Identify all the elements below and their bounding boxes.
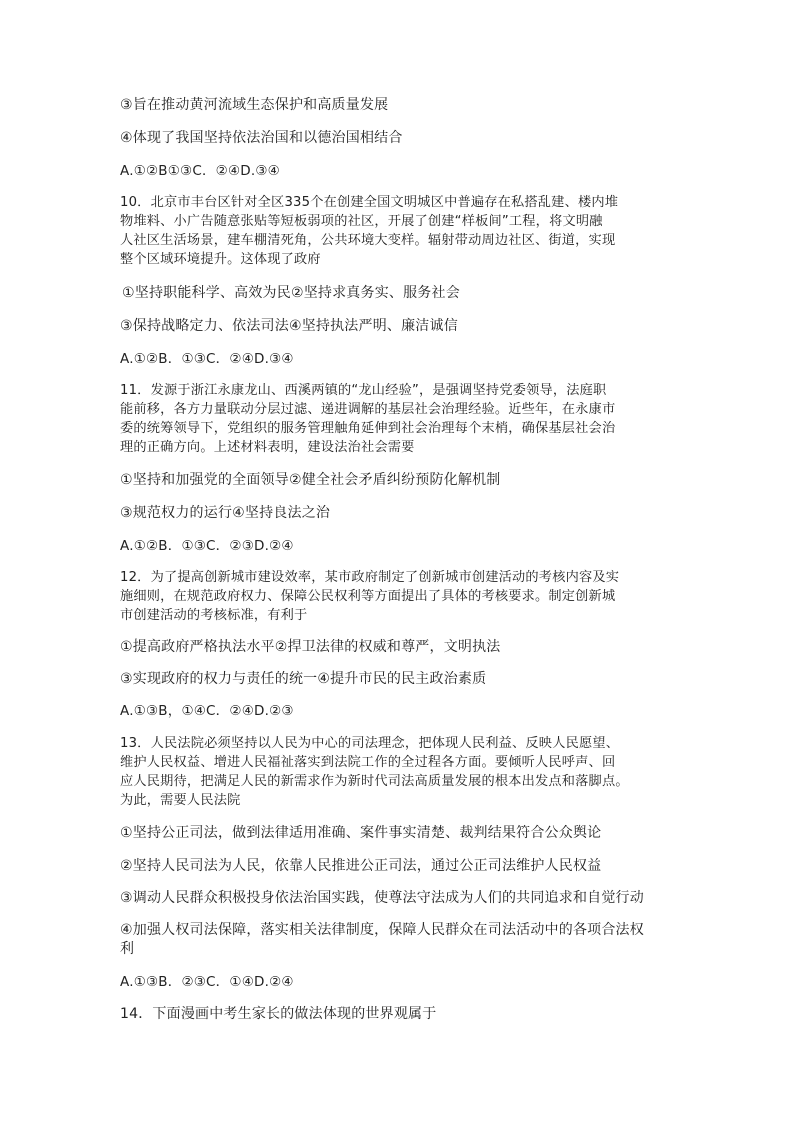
q13-option-1: ①坚持公正司法，做到法律适用准确、案件事实清楚、裁判结果符合公众舆论	[120, 825, 602, 841]
q12-stem-line-3: 市创建活动的考核标准，有利于	[120, 608, 308, 623]
q9-option-3: ③旨在推动黄河流域生态保护和高质量发展	[120, 97, 389, 113]
q13-stem-line-3: 应人民期待，把满足人民的新需求作为新时代司法高质量发展的根本出发点和落脚点。	[120, 774, 629, 789]
q11-answer-choices: A.①②B．①③C．②③D.②④	[120, 538, 294, 554]
q11-options-1-2: ①坚持和加强党的全面领导②健全社会矛盾纠纷预防化解机制	[120, 472, 501, 488]
q10-options-3-4: ③保持战略定力、依法司法④坚持执法严明、廉洁诚信	[120, 318, 458, 334]
q13-option-4-line-2: 利	[120, 941, 135, 957]
q10-stem-line-3: 人社区生活场景，建车棚清死角，公共环境大变样。辐射带动周边社区、街道，实现	[120, 233, 616, 248]
q9-answer-choices: A.①②B①③C．②④D.③④	[120, 163, 280, 179]
q13-answer-choices: A.①③B．②③C．①④D.②④	[120, 974, 294, 990]
q13-stem-line-2: 维护人民权益、增进人民福祉落实到法院工作的全过程各方面。要倾听人民呼声、回	[120, 755, 616, 770]
q13-stem-line-1: 13．人民法院必须坚持以人民为中心的司法理念，把体现人民利益、反映人民愿望、	[120, 736, 620, 751]
q10-answer-choices: A.①②B．①③C．②④D.③④	[120, 351, 294, 367]
q13-option-3: ③调动人民群众积极投身依法治国实践，使尊法守法成为人们的共同追求和自觉行动	[120, 890, 644, 906]
q9-option-4: ④体现了我国坚持依法治国和以德治国相结合	[120, 130, 403, 146]
q12-answer-choices: A.①③B，①④C．②④D.②③	[120, 703, 294, 719]
q11-options-3-4: ③规范权力的运行④坚持良法之治	[120, 505, 331, 521]
q12-options-3-4: ③实现政府的权力与责任的统一④提升市民的民主政治素质	[120, 671, 487, 687]
q13-option-2: ②坚持人民司法为人民，依靠人民推进公正司法，通过公正司法维护人民权益	[120, 858, 602, 874]
q10-stem-line-4: 整个区域环境提升。这体现了政府	[120, 252, 321, 267]
q11-stem-line-1: 11．发源于浙江永康龙山、西溪两镇的“龙山经验”，是强调坚持党委领导，法庭职	[120, 383, 607, 398]
q11-stem-line-2: 能前移，各方力量联动分层过滤、递进调解的基层社会治理经验。近些年，在永康市	[120, 402, 616, 417]
q14-stem: 14．下面漫画中考生家长的做法体现的世界观属于	[120, 1006, 437, 1022]
q11-stem-line-4: 理的正确方向。上述材料表明，建设法治社会需要	[120, 440, 415, 455]
q11-stem-line-3: 委的统筹领导下，党组织的服务管理触角延伸到社会治理每个末梢，确保基层社会治	[120, 421, 616, 436]
q13-option-4-line-1: ④加强人权司法保障，落实相关法律制度，保障人民群众在司法活动中的各项合法权	[120, 922, 644, 938]
q13-stem-line-4: 为此，需要人民法院	[120, 793, 241, 808]
q12-stem-line-1: 12．为了提高创新城市建设效率，某市政府制定了创新城市创建活动的考核内容及实	[120, 570, 620, 585]
q10-stem-line-1: 10．北京市丰台区针对全区335个在创建全国文明城区中普遍存在私搭乱建、楼内堆	[120, 195, 619, 210]
q10-stem-line-2: 物堆料、小广告随意张贴等短板弱项的社区，开展了创建“样板间”工程，将文明融	[120, 214, 603, 229]
q12-options-1-2: ①提高政府严格执法水平②捍卫法律的权威和尊严，文明执法	[120, 639, 501, 655]
q12-stem-line-2: 施细则，在规范政府权力、保障公民权利等方面提出了具体的考核要求。制定创新城	[120, 589, 616, 604]
q10-options-1-2: ①坚持职能科学、高效为民②坚持求真务实、服务社会	[122, 285, 460, 301]
